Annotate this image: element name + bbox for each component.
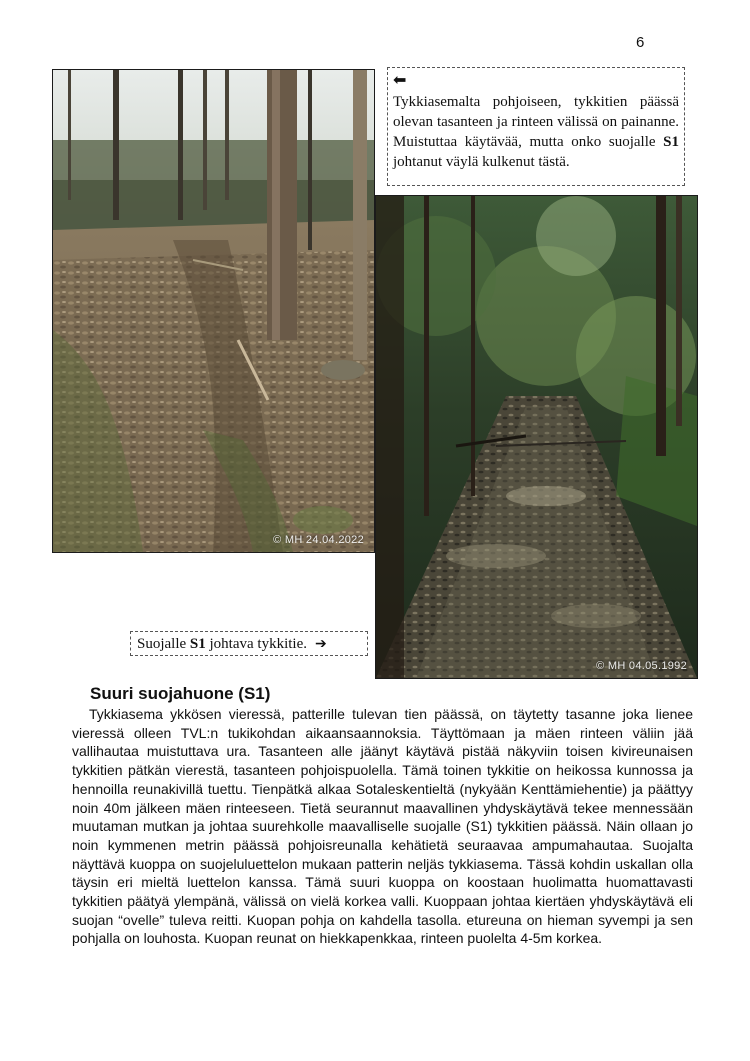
section-title: Suuri suojahuone (S1) [90,684,271,703]
caption-text-part: Suojalle [137,636,190,652]
caption-text-part: johtava tykkitie. [205,636,307,652]
photo-forest-road-image [376,196,697,678]
photo-watermark-left: © MH 24.04.2022 [273,534,364,546]
caption-text-part: johtanut väylä kulkenut tästä. [393,154,570,170]
caption-bold-code: S1 [663,134,679,150]
caption-gun-road [130,631,368,656]
caption-north-depression [387,67,685,186]
page-number: 6 [636,34,645,51]
section-body-text: Tykkiasema ykkösen vieressä, patterille tulevan tien päässä, on täytetty tasanne joka lienee vieressä olleen TVL:n tukikohdan aikaansaannoksia. Täyttömaan ja mäen rinteen väliin jää vallihautaa muistuttava ura. Tasanteen alle jäänyt käytävä pistää näkyviin toisen kivireunaisen tykkitien pätkän vierestä, tasanteen pohjoispuolella. Tämä toinen tykkitie on heikossa kunnossa ja hennoilla reunakivillä tuettu. Tienpätkä alkaa Sotaleskentieltä (nykyään Kenttämiehentie) ja päättyy noin 40m jälkeen mäen rinteeseen. Tietä seurannut maavallinen yhdyskäytävä tekee mennessään muutaman mutkan ja johtaa suurehkolle maavalliselle suojalle (S1) tykkitien päässä. Näin ollaan jo noin kymmenen metrin päässä pohjoisreunalla kehätietä seuraavaa ampumahautaa. Suojalta näyttävä kuoppa on suojeluluettelon mukaan patterin neljäs tykkiasema. Tässä kohdin uskallan olla täysin eri mieltä luettelon kanssa. Tämä suuri kuoppa on koostaan huolimatta huomattavasti tykkitien päätyä ylempänä, välissä on vielä korkea valli. Kuoppaan johtaa kiertäen yhdyskäytävä eli suojan “ovelle” tuleva reitti. Kuopan pohja on kahdella tasolla. etureuna on hieman syvempi ja sen pohjalla on louhosta. Kuopan reunat on hiekkapenkkaa, rinteen puolelta 4-5m korkea. [72,706,693,947]
photo-watermark-right: © MH 04.05.1992 [596,660,687,672]
photo-trench-forest [52,69,375,553]
arrow-left-icon: ⬅ [393,72,407,89]
photo-trench-forest-image [53,70,374,552]
photo-forest-road [375,195,698,679]
caption-bold-code: S1 [189,636,206,652]
arrow-right-icon: ➔ [315,637,327,652]
caption-text [393,92,679,172]
caption-text-part: Tykkiasemalta pohjoiseen, tykkitien päässä olevan tasanteen ja rinteen välissä on painanne. Muistuttaa käytävää, mutta onko suojalle [393,94,679,150]
